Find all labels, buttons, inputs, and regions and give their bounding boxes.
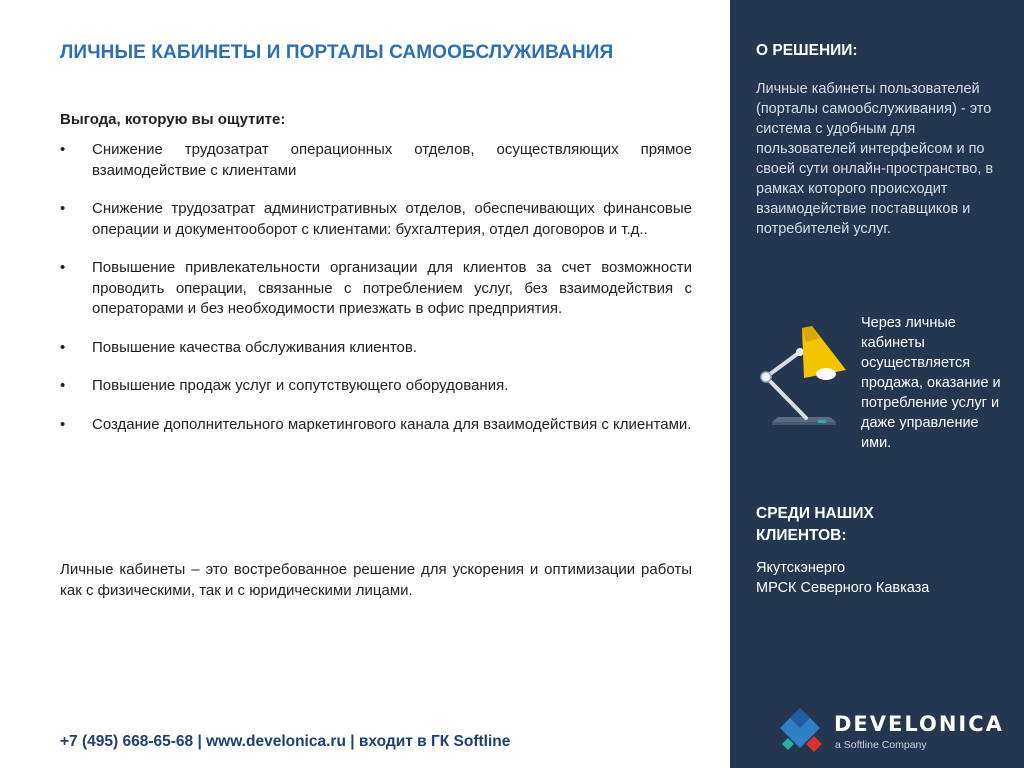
bullet-icon: •	[60, 338, 66, 356]
clients-heading	[756, 503, 874, 547]
benefit-text: Снижение трудозатрат операционных отделов, осуществляющих прямое взаимодействие с клиентами	[92, 141, 692, 179]
lamp-text: Через личные кабинеты осуществляется продажа, оказание и потребление услуг и даже управление ими.	[861, 315, 1001, 451]
logo-subtitle: a Softline Company	[835, 739, 927, 751]
bullet-icon: •	[60, 415, 66, 433]
about-text: Личные кабинеты пользователей (порталы самообслуживания) - это система с удобным для пользователей интерфейсом и по своей сути онлайн-пространство, в рамках которого происходит взаимодействие поставщиков и потребителей услуг.	[756, 81, 994, 237]
bullet-icon: •	[60, 377, 66, 394]
benefits-list	[60, 140, 692, 453]
list-item	[60, 258, 692, 320]
develonica-logo	[778, 706, 1008, 754]
bullet-icon: •	[60, 259, 66, 276]
bullet-icon: •	[60, 141, 66, 158]
benefit-text: Создание дополнительного маркетингового канала для взаимодействия с клиентами.	[92, 415, 692, 433]
page-title: ЛИЧНЫЕ КАБИНЕТЫ И ПОРТАЛЫ САМООБСЛУЖИВАНИЯ	[60, 42, 614, 63]
desk-lamp-icon	[750, 322, 860, 432]
client-item: МРСК Северного Кавказа	[756, 580, 930, 596]
clients-heading-line1: СРЕДИ НАШИХ	[756, 505, 874, 522]
list-item	[60, 376, 692, 397]
list-item	[60, 415, 692, 436]
bullet-icon: •	[60, 200, 66, 217]
list-item	[60, 338, 692, 359]
footer-contacts: +7 (495) 668-65-68 | www.develonica.ru | входит в ГК Softline	[60, 733, 511, 750]
about-heading: О РЕШЕНИИ:	[756, 42, 858, 59]
client-item: Якутскэнерго	[756, 560, 846, 576]
list-item	[60, 140, 692, 181]
benefits-heading: Выгода, которую вы ощутите:	[60, 111, 286, 128]
sidebar	[730, 0, 1024, 768]
clients-heading-line2: КЛИЕНТОВ:	[756, 527, 847, 544]
benefit-text: Повышение качества обслуживания клиентов.	[92, 338, 418, 356]
summary-text: Личные кабинеты – это востребованное решение для ускорения и оптимизации работы как с физическими, так и с юридическими лицами.	[60, 561, 692, 599]
develonica-logo-mark-icon	[778, 706, 826, 754]
logo-name: DEVELONICA	[834, 712, 1004, 736]
list-item	[60, 199, 692, 240]
clients-list	[756, 558, 929, 598]
benefit-text: Повышение продаж услуг и сопутствующего оборудования.	[92, 377, 509, 394]
benefit-text: Снижение трудозатрат административных отделов, обеспечивающих финансовые операции и документооборот с клиентами: бухгалтерия, отдел договоров и т.д..	[92, 200, 692, 238]
benefit-text: Повышение привлекательности организации для клиентов за счет возможности проводить операции, связанные с потреблением услуг, без взаимодействия с операторами и без необходимости приезжать в офис предприятия.	[92, 259, 692, 317]
